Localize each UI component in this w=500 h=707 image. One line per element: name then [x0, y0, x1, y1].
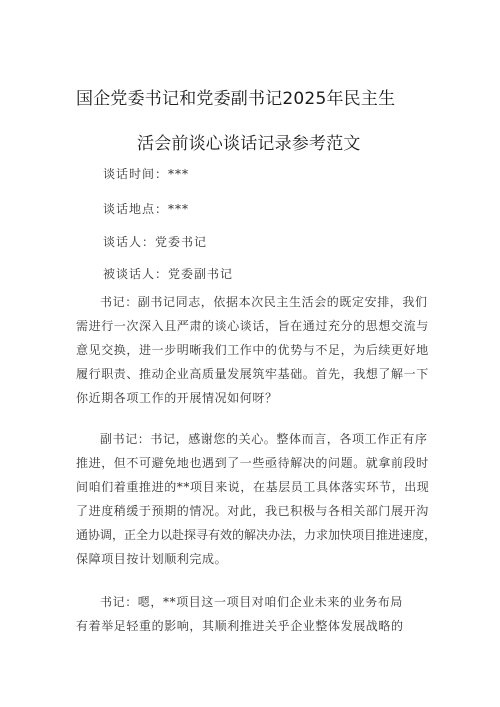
meta-time: 谈话时间：***	[103, 167, 190, 181]
paragraph-deputy-reply	[76, 427, 437, 571]
meta-place: 谈话地点：***	[103, 202, 190, 216]
meta-speaker: 谈话人：党委书记	[103, 235, 208, 249]
paragraph-line: 履行职责、推动企业高质量发展筑牢基础。首先，我想了解一下	[76, 367, 429, 381]
paragraph-secretary-opening	[76, 290, 429, 410]
paragraph-line: 意见交换，进一步明晰我们工作中的优势与不足，为后续更好地	[76, 343, 429, 357]
meta-listener: 被谈话人：党委副书记	[103, 267, 234, 281]
paragraph-line: 间咱们着重推进的**项目来说，在基层员工具体落实环节，出现	[76, 480, 430, 494]
paragraph-line: 保障项目按计划顺利完成。	[76, 552, 228, 566]
paragraph-line: 通协调，正全力以赴探寻有效的解决办法，力求加快项目推进速度，	[76, 528, 437, 542]
document-title-line-1: 国企党委书记和党委副书记2025年民主生	[76, 89, 396, 109]
paragraph-line: 书记：副书记同志，依据本次民主生活会的既定安排，我们	[100, 295, 428, 309]
paragraph-line: 需进行一次深入且严肃的谈心谈话，旨在通过充分的思想交流与	[76, 319, 429, 333]
paragraph-secretary-followup	[76, 590, 426, 638]
paragraph-line: 副书记：书记，感谢您的关心。整体而言，各项工作正有序	[100, 432, 428, 446]
document-title-line-2: 活会前谈心谈话记录参考范文	[137, 134, 361, 154]
paragraph-line: 推进，但不可避免地也遇到了一些亟待解决的问题。就拿前段时	[76, 456, 429, 470]
paragraph-line: 你近期各项工作的开展情况如何呀？	[76, 391, 278, 405]
paragraph-line: 了进度稍缓于预期的情况。对此，我已积极与各相关部门展开沟	[76, 504, 429, 518]
paragraph-line: 有着举足轻重的影响，其顺利推进关乎企业整体发展战略的	[76, 619, 404, 633]
paragraph-line: 书记：嗯，**项目这一项目对咱们企业未来的业务布局	[100, 595, 404, 609]
